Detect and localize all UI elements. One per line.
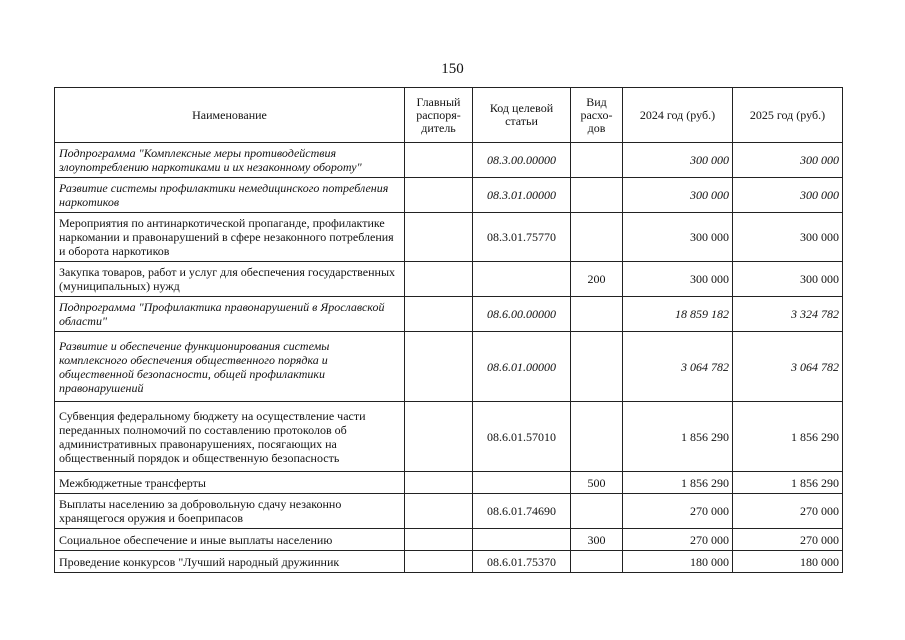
table-row bbox=[55, 213, 843, 262]
row-name: Подпрограмма "Комплексные меры противодействия злоупотреблению наркотиками и их незаконному обороту" bbox=[55, 143, 405, 178]
row-amount-2024: 300 000 bbox=[623, 143, 733, 178]
row-manager bbox=[405, 178, 473, 213]
row-amount-2025: 3 324 782 bbox=[733, 297, 843, 332]
table-row bbox=[55, 551, 843, 573]
row-name: Закупка товаров, работ и услуг для обеспечения государственных (муниципальных) нужд bbox=[55, 262, 405, 297]
header-code: Код целевой статьи bbox=[473, 88, 571, 143]
row-code: 08.3.01.00000 bbox=[473, 178, 571, 213]
row-amount-2025: 270 000 bbox=[733, 494, 843, 529]
row-name: Проведение конкурсов "Лучший народный дружинник bbox=[55, 551, 405, 573]
table-row bbox=[55, 297, 843, 332]
row-manager bbox=[405, 262, 473, 297]
row-code bbox=[473, 262, 571, 297]
row-amount-2024: 300 000 bbox=[623, 262, 733, 297]
row-amount-2024: 270 000 bbox=[623, 529, 733, 551]
row-code: 08.3.01.75770 bbox=[473, 213, 571, 262]
row-amount-2025: 3 064 782 bbox=[733, 332, 843, 402]
row-manager bbox=[405, 213, 473, 262]
table-row bbox=[55, 402, 843, 472]
table-row bbox=[55, 178, 843, 213]
row-manager bbox=[405, 529, 473, 551]
table-row bbox=[55, 472, 843, 494]
table-row bbox=[55, 494, 843, 529]
row-name: Развитие системы профилактики немедицинского потребления наркотиков bbox=[55, 178, 405, 213]
row-manager bbox=[405, 551, 473, 573]
row-amount-2024: 180 000 bbox=[623, 551, 733, 573]
row-kind bbox=[571, 494, 623, 529]
table-row bbox=[55, 529, 843, 551]
row-code bbox=[473, 472, 571, 494]
table-header-row bbox=[55, 88, 843, 143]
header-name: Наименование bbox=[55, 88, 405, 143]
row-amount-2024: 1 856 290 bbox=[623, 402, 733, 472]
row-code: 08.6.01.00000 bbox=[473, 332, 571, 402]
row-name: Социальное обеспечение и иные выплаты населению bbox=[55, 529, 405, 551]
row-name: Выплаты населению за добровольную сдачу незаконно хранящегося оружия и боеприпасов bbox=[55, 494, 405, 529]
row-amount-2024: 3 064 782 bbox=[623, 332, 733, 402]
header-2024: 2024 год (руб.) bbox=[623, 88, 733, 143]
row-code: 08.6.01.57010 bbox=[473, 402, 571, 472]
table-row bbox=[55, 262, 843, 297]
row-kind bbox=[571, 402, 623, 472]
header-kind: Вид расхо-дов bbox=[571, 88, 623, 143]
row-manager bbox=[405, 297, 473, 332]
header-manager: Главный распоря-дитель bbox=[405, 88, 473, 143]
row-kind bbox=[571, 213, 623, 262]
table-row bbox=[55, 143, 843, 178]
row-code: 08.6.00.00000 bbox=[473, 297, 571, 332]
row-kind: 500 bbox=[571, 472, 623, 494]
row-amount-2025: 1 856 290 bbox=[733, 472, 843, 494]
row-amount-2025: 300 000 bbox=[733, 178, 843, 213]
row-manager bbox=[405, 494, 473, 529]
row-kind bbox=[571, 332, 623, 402]
row-name: Развитие и обеспечение функционирования системы комплексного обеспечения общественного порядка и общественной безопасности, общей профилактики правонарушений bbox=[55, 332, 405, 402]
row-code bbox=[473, 529, 571, 551]
row-manager bbox=[405, 472, 473, 494]
page-number: 150 bbox=[441, 61, 464, 77]
budget-table bbox=[54, 87, 843, 573]
row-amount-2024: 270 000 bbox=[623, 494, 733, 529]
row-name: Подпрограмма "Профилактика правонарушений в Ярославской области" bbox=[55, 297, 405, 332]
row-code: 08.6.01.74690 bbox=[473, 494, 571, 529]
row-amount-2025: 180 000 bbox=[733, 551, 843, 573]
row-amount-2025: 270 000 bbox=[733, 529, 843, 551]
row-amount-2025: 300 000 bbox=[733, 262, 843, 297]
row-kind bbox=[571, 178, 623, 213]
row-kind bbox=[571, 551, 623, 573]
row-amount-2024: 18 859 182 bbox=[623, 297, 733, 332]
row-code: 08.6.01.75370 bbox=[473, 551, 571, 573]
row-code: 08.3.00.00000 bbox=[473, 143, 571, 178]
row-amount-2024: 300 000 bbox=[623, 178, 733, 213]
row-manager bbox=[405, 143, 473, 178]
row-manager bbox=[405, 332, 473, 402]
table-row bbox=[55, 332, 843, 402]
row-amount-2024: 1 856 290 bbox=[623, 472, 733, 494]
row-kind bbox=[571, 297, 623, 332]
row-name: Субвенция федеральному бюджету на осуществление части переданных полномочий по составлению протоколов об административных правонарушениях, посягающих на общественный порядок и общественную безопасность bbox=[55, 402, 405, 472]
row-amount-2025: 1 856 290 bbox=[733, 402, 843, 472]
row-amount-2024: 300 000 bbox=[623, 213, 733, 262]
row-kind: 200 bbox=[571, 262, 623, 297]
row-name: Мероприятия по антинаркотической пропаганде, профилактике наркомании и правонарушений в сфере незаконного потребления и оборота наркотиков bbox=[55, 213, 405, 262]
header-2025: 2025 год (руб.) bbox=[733, 88, 843, 143]
row-kind: 300 bbox=[571, 529, 623, 551]
row-amount-2025: 300 000 bbox=[733, 213, 843, 262]
row-name: Межбюджетные трансферты bbox=[55, 472, 405, 494]
row-amount-2025: 300 000 bbox=[733, 143, 843, 178]
row-kind bbox=[571, 143, 623, 178]
row-manager bbox=[405, 402, 473, 472]
